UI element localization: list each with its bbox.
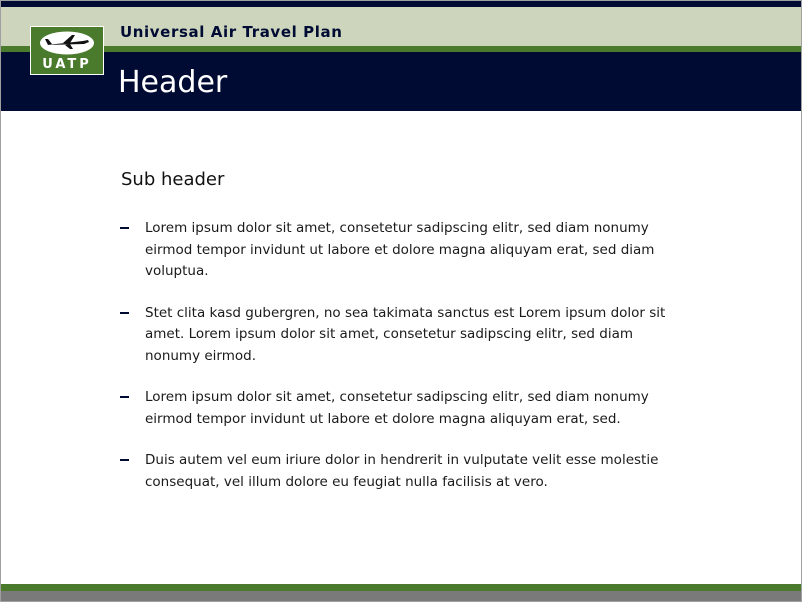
footer-green-band: [1, 584, 801, 591]
list-item: [120, 303, 680, 368]
list-item: [120, 218, 680, 283]
footer-gray-band: [1, 591, 801, 601]
logo-text: UATP: [42, 57, 92, 72]
sub-header: Sub header: [121, 169, 225, 190]
airplane-icon: [39, 30, 95, 56]
uatp-logo: [30, 26, 104, 75]
slide-header: Header: [118, 65, 228, 100]
dash-bullet-icon: [120, 312, 129, 314]
list-item: [120, 450, 680, 493]
dash-bullet-icon: [120, 227, 129, 229]
dash-bullet-icon: [120, 459, 129, 461]
bullet-text: Stet clita kasd gubergren, no sea takimata sanctus est Lorem ipsum dolor sit amet. Lorem ipsum dolor sit amet, consetetur sadipscing elitr, sed diam nonumy eirmod.: [145, 304, 666, 364]
bullet-text: Lorem ipsum dolor sit amet, consetetur sadipscing elitr, sed diam nonumy eirmod tempor invidunt ut labore et dolore magna aliquyam erat, sed diam voluptua.: [145, 220, 655, 279]
dash-bullet-icon: [120, 396, 129, 398]
list-item: [120, 387, 680, 430]
bullet-text: Lorem ipsum dolor sit amet, consetetur sadipscing elitr, sed diam nonumy eirmod tempor invidunt ut labore et dolore magna aliquyam erat, sed.: [145, 389, 649, 427]
bullet-list: [120, 218, 680, 513]
organization-name: Universal Air Travel Plan: [120, 23, 343, 41]
bullet-text: Duis autem vel eum iriure dolor in hendrerit in vulputate velit esse molestie consequat, vel illum dolore eu feugiat nulla facilisis at vero.: [145, 452, 659, 490]
